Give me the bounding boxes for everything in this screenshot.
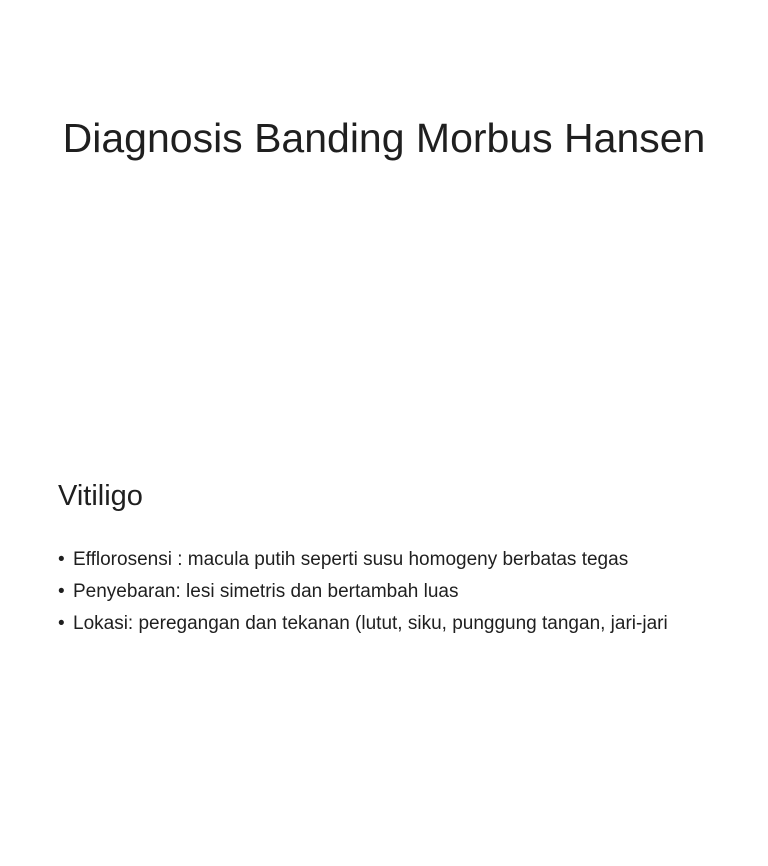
- bullet-item-penyebaran: [58, 580, 698, 603]
- bullet-item-lokasi: [58, 612, 698, 635]
- bullet-icon: •: [58, 581, 65, 602]
- bullet-list: [58, 548, 698, 644]
- bullet-icon: •: [58, 613, 65, 634]
- bullet-icon: •: [58, 549, 65, 570]
- section-heading: Vitiligo: [58, 480, 143, 512]
- bullet-text: Lokasi: peregangan dan tekanan (lutut, siku, punggung tangan, jari-jari: [73, 613, 668, 634]
- bullet-item-efflorosensi: [58, 548, 698, 571]
- bullet-text: Efflorosensi : macula putih seperti susu homogeny berbatas tegas: [73, 549, 629, 570]
- slide-title: Diagnosis Banding Morbus Hansen: [62, 115, 706, 161]
- bullet-text: Penyebaran: lesi simetris dan bertambah luas: [73, 581, 459, 602]
